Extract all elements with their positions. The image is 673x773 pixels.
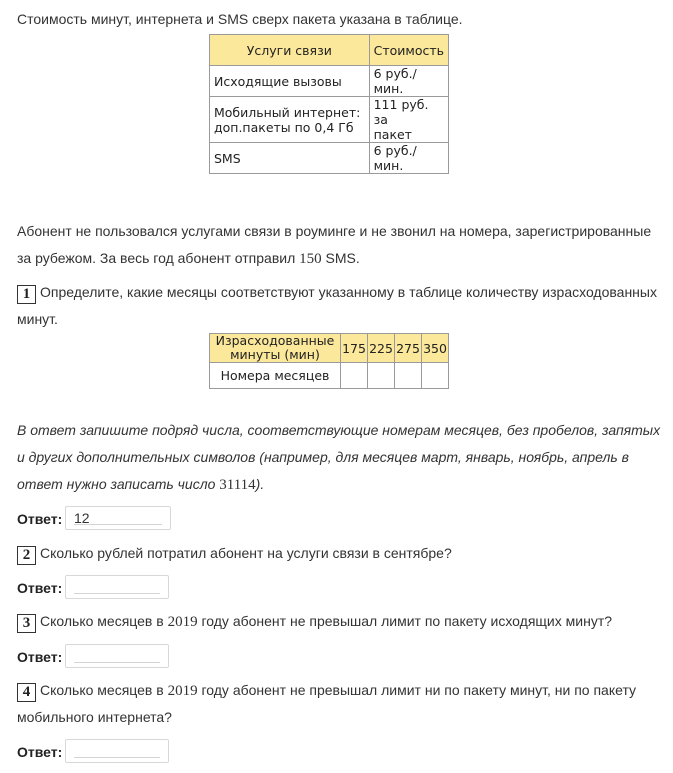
text: году абонент не превышал лимит ни по пакету минут, ни по пакету [197, 682, 637, 698]
text: Сколько месяцев в [40, 613, 168, 629]
table-row [210, 143, 449, 174]
table-cell [210, 97, 370, 143]
text: и других дополнительных символов (например, для месяцев март, январь, ноябрь, апрель в [17, 449, 629, 465]
question-number-badge: 3 [17, 614, 36, 633]
table-row [210, 66, 449, 97]
table-row [210, 363, 449, 389]
month-cell [395, 363, 422, 389]
year: 2019 [167, 683, 198, 699]
text: за рубежом. За весь год абонент отправил [17, 250, 300, 266]
sms-count: 150 [299, 251, 322, 267]
text: ответ нужно записать число [17, 476, 220, 492]
table-cell [369, 97, 448, 143]
answer-1-input[interactable] [65, 506, 171, 530]
condition-line-1: Абонент не пользовался услугами связи в роуминге и не звонил на номера, зарегистрированные [17, 223, 652, 239]
question-1-line-1 [17, 279, 657, 306]
question-number-badge: 1 [17, 285, 36, 304]
minutes-value: 175 [341, 334, 368, 363]
input-underline [74, 524, 162, 525]
question-text: Сколько рублей потратил абонент на услуги связи в сентябре? [40, 545, 452, 561]
text: В ответ запишите подряд числа, соответствующие номерам месяцев, без пробелов, запятых [17, 422, 661, 438]
answer-label: Ответ: [17, 511, 63, 527]
table-cell: 6 руб./мин. [369, 143, 448, 174]
answer-label: Ответ: [17, 744, 63, 760]
price-table-header-service: Услуги связи [210, 35, 370, 66]
minutes-table [209, 333, 449, 389]
example-number: 31114 [219, 477, 256, 493]
minutes-value: 225 [368, 334, 395, 363]
price-table-header-cost: Стоимость [369, 35, 448, 66]
minutes-header-label [210, 334, 341, 363]
cell-line: Мобильный интернет: [214, 104, 361, 120]
month-cell [368, 363, 395, 389]
table-cell: Исходящие вызовы [210, 66, 370, 97]
minutes-value: 275 [395, 334, 422, 363]
cell-line: пакет [373, 127, 412, 142]
input-underline [74, 593, 160, 594]
question-4-line-1 [17, 677, 636, 705]
answer-3-input[interactable] [65, 644, 169, 668]
text: ). [255, 476, 265, 492]
year: 2019 [167, 614, 198, 630]
input-underline [74, 757, 160, 758]
question-number-badge: 4 [17, 683, 36, 702]
text: Сколько месяцев в [40, 682, 168, 698]
table-row [210, 97, 449, 143]
table-cell: SMS [210, 143, 370, 174]
months-row-label: Номера месяцев [210, 363, 341, 389]
answer-label: Ответ: [17, 580, 63, 596]
answer-1-value: 12 [74, 510, 90, 526]
minutes-value: 350 [422, 334, 449, 363]
answer-label: Ответ: [17, 649, 63, 665]
table-cell: 6 руб./мин. [369, 66, 448, 97]
condition-line-2 [17, 245, 360, 273]
text: году абонент не превышал лимит по пакету исходящих минут? [197, 613, 613, 629]
price-table [209, 34, 449, 174]
month-cell [422, 363, 449, 389]
question-1-line-2: минут. [17, 311, 58, 327]
header-line: Израсходованные [215, 333, 335, 348]
question-4-line-2: мобильного интернета? [17, 709, 172, 725]
instruction-line-2 [17, 444, 629, 471]
instruction-line-1 [17, 417, 660, 444]
question-2 [17, 540, 452, 567]
month-cell [341, 363, 368, 389]
question-number-badge: 2 [17, 546, 36, 565]
text: SMS. [321, 250, 360, 266]
input-underline [74, 662, 160, 663]
cell-line: доп.пакеты по 0,4 Гб [214, 119, 354, 135]
question-3 [17, 608, 612, 636]
instruction-line-3 [17, 471, 264, 499]
header-line: минуты (мин) [230, 347, 320, 362]
intro-text: Стоимость минут, интернета и SMS сверх пакета указана в таблице. [17, 11, 463, 27]
question-text: Определите, какие месяцы соответствуют указанному в таблице количеству израсходованных [40, 284, 657, 300]
answer-4-input[interactable] [65, 739, 169, 763]
cell-line: 111 руб. за [373, 97, 429, 127]
answer-2-input[interactable] [65, 575, 169, 599]
